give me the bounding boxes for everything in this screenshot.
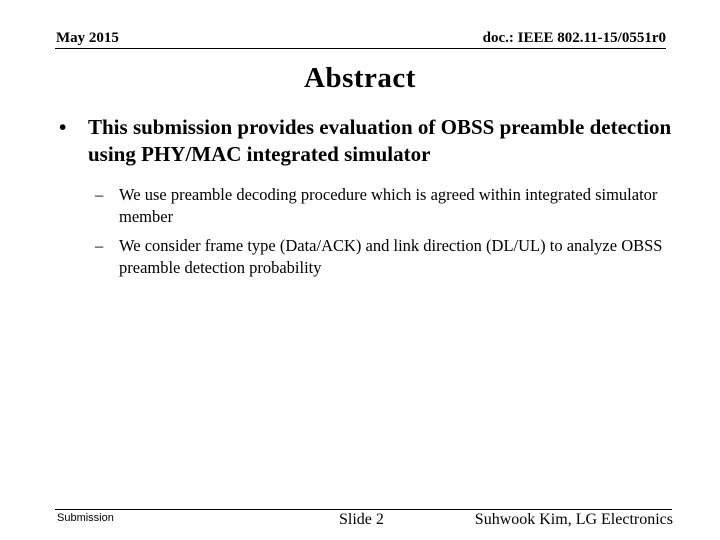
sub-bullet-marker: –: [95, 236, 104, 255]
footer-slide-number: Slide 2: [339, 511, 384, 528]
bullet-marker: •: [59, 115, 67, 139]
header-doc-id: doc.: IEEE 802.11-15/0551r0: [482, 30, 666, 46]
sub-bullet-marker: –: [95, 185, 104, 204]
footer-submission: Submission: [57, 512, 114, 524]
sub-bullet-text: We consider frame type (Data/ACK) and link direction (DL/UL) to analyze OBSS preamble detection probability: [119, 236, 663, 277]
header-date: May 2015: [56, 30, 119, 46]
sub-bullet-text: We use preamble decoding procedure which is agreed within integrated simulator member: [119, 185, 658, 226]
bullet-item: [55, 114, 685, 168]
header-divider: [55, 48, 666, 49]
footer-divider: [55, 509, 672, 510]
sub-bullet-item: [95, 235, 685, 278]
slide-title: Abstract: [304, 62, 416, 94]
sub-bullet-list: [95, 184, 685, 278]
footer-author: Suhwook Kim, LG Electronics: [474, 511, 673, 528]
bullet-text: This submission provides evaluation of OBSS preamble detection using PHY/MAC integrated simulator: [88, 115, 672, 166]
slide-body: [55, 114, 685, 286]
sub-bullet-item: [95, 184, 685, 227]
